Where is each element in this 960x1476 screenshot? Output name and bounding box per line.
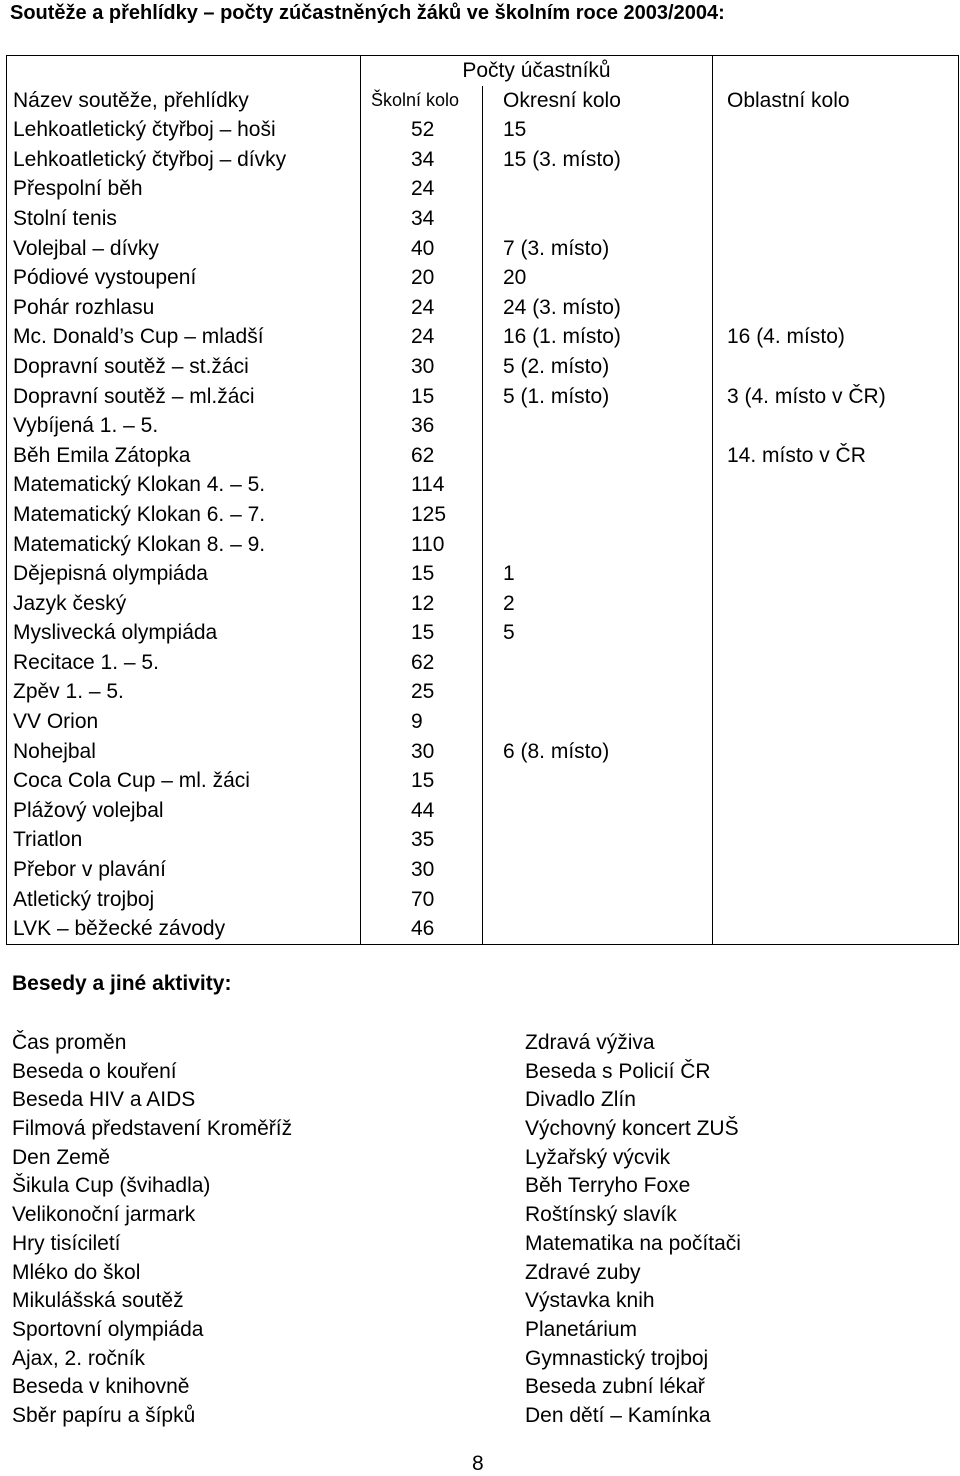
cell-name: Dopravní soutěž – ml.žáci [7, 382, 361, 412]
cell-district [483, 648, 713, 678]
table-row [7, 589, 959, 619]
table-group-header-row [7, 56, 959, 86]
cell-name: Volejbal – dívky [7, 234, 361, 264]
activity-item: Matematika na počítači [525, 1231, 741, 1255]
cell-name: Triatlon [7, 825, 361, 855]
activity-item: Beseda HIV a AIDS [12, 1088, 196, 1112]
cell-name: Přespolní běh [7, 174, 361, 204]
activity-item: Zdravá výživa [525, 1031, 655, 1054]
activity-item: Beseda s Policií ČR [525, 1059, 711, 1083]
cell-region [713, 825, 959, 855]
cell-name: Recitace 1. – 5. [7, 648, 361, 678]
cell-district: 20 [483, 263, 713, 293]
cell-district: 1 [483, 559, 713, 589]
table-row [7, 174, 959, 204]
cell-region [713, 855, 959, 885]
cell-region [713, 677, 959, 707]
activity-item: Sběr papíru a šípků [12, 1403, 196, 1427]
table-row [7, 441, 959, 471]
header-name: Název soutěže, přehlídky [7, 86, 361, 116]
header-school: Školní kolo [361, 86, 483, 116]
activity-item: Beseda o kouření [12, 1059, 177, 1083]
table-row [7, 234, 959, 264]
group-header-spacer [713, 56, 959, 86]
cell-school: 35 [361, 825, 483, 855]
activity-item: Gymnastický trojboj [525, 1346, 709, 1370]
cell-school: 34 [361, 204, 483, 234]
cell-school: 24 [361, 322, 483, 352]
cell-region [713, 411, 959, 441]
table-row [7, 530, 959, 560]
cell-name: Atletický trojboj [7, 885, 361, 915]
cell-name: Vybíjená 1. – 5. [7, 411, 361, 441]
cell-school: 15 [361, 766, 483, 796]
cell-name: Stolní tenis [7, 204, 361, 234]
table-row [7, 766, 959, 796]
table-row [7, 707, 959, 737]
table-row [7, 796, 959, 826]
cell-region [713, 115, 959, 145]
cell-school: 34 [361, 145, 483, 175]
cell-name: Matematický Klokan 4. – 5. [7, 470, 361, 500]
cell-region [713, 174, 959, 204]
activity-item: Výstavka knih [525, 1289, 655, 1313]
cell-district: 15 [483, 115, 713, 145]
cell-district: 24 (3. místo) [483, 293, 713, 323]
activity-item: Běh Terryho Foxe [525, 1174, 691, 1198]
cell-school: 46 [361, 914, 483, 944]
cell-district [483, 500, 713, 530]
cell-region [713, 559, 959, 589]
cell-district: 16 (1. místo) [483, 322, 713, 352]
cell-region: 16 (4. místo) [713, 322, 959, 352]
cell-name: Lehkoatletický čtyřboj – hoši [7, 115, 361, 145]
competitions-table [6, 55, 959, 945]
activity-item: Filmová představení Kroměříž [12, 1117, 293, 1141]
cell-region [713, 914, 959, 944]
table-row [7, 293, 959, 323]
cell-name: Běh Emila Zátopka [7, 441, 361, 471]
table-row [7, 559, 959, 589]
cell-district [483, 441, 713, 471]
activity-item: Lyžařský výcvik [525, 1145, 671, 1169]
activity-item: Beseda zubní lékař [525, 1375, 705, 1399]
cell-school: 110 [361, 530, 483, 560]
activity-item: Zdravé zuby [525, 1260, 641, 1284]
header-district: Okresní kolo [483, 86, 713, 116]
cell-school: 30 [361, 352, 483, 382]
activity-item: Ajax, 2. ročník [12, 1346, 146, 1370]
activity-item: Mikulášská soutěž [12, 1289, 184, 1313]
activity-item: Planetárium [525, 1317, 638, 1341]
cell-district: 15 (3. místo) [483, 145, 713, 175]
table-row [7, 382, 959, 412]
cell-district [483, 470, 713, 500]
cell-school: 15 [361, 382, 483, 412]
table-row [7, 322, 959, 352]
cell-region [713, 530, 959, 560]
header-region: Oblastní kolo [713, 86, 959, 116]
cell-name: Dějepisná olympiáda [7, 559, 361, 589]
cell-region: 14. místo v ČR [713, 441, 959, 471]
cell-region [713, 204, 959, 234]
table-row [7, 500, 959, 530]
cell-name: Lehkoatletický čtyřboj – dívky [7, 145, 361, 175]
cell-district: 7 (3. místo) [483, 234, 713, 264]
activities-list-left [12, 1029, 292, 1431]
cell-region [713, 470, 959, 500]
cell-school: 20 [361, 263, 483, 293]
cell-region [713, 500, 959, 530]
page-title: Soutěže a přehlídky – počty zúčastněných žáků ve školním roce 2003/2004: [10, 2, 725, 24]
activity-item: Roštínský slavík [525, 1203, 677, 1227]
cell-region [713, 293, 959, 323]
table-row [7, 352, 959, 382]
table-row [7, 885, 959, 915]
cell-name: Pódiové vystoupení [7, 263, 361, 293]
activity-item: Sportovní olympiáda [12, 1317, 204, 1341]
cell-district [483, 174, 713, 204]
cell-district [483, 914, 713, 944]
cell-school: 30 [361, 737, 483, 767]
table-row [7, 737, 959, 767]
table-row [7, 411, 959, 441]
activities-list-right [525, 1029, 741, 1431]
cell-name: Coca Cola Cup – ml. žáci [7, 766, 361, 796]
cell-district [483, 825, 713, 855]
cell-region [713, 589, 959, 619]
cell-district [483, 677, 713, 707]
activity-item: Šikula Cup (švihadla) [12, 1174, 211, 1198]
cell-district [483, 796, 713, 826]
cell-region [713, 618, 959, 648]
cell-school: 40 [361, 234, 483, 264]
activity-item: Výchovný koncert ZUŠ [525, 1117, 739, 1141]
cell-region [713, 263, 959, 293]
cell-region [713, 766, 959, 796]
table-row [7, 648, 959, 678]
table-row [7, 115, 959, 145]
table-row [7, 204, 959, 234]
table-row [7, 470, 959, 500]
cell-district [483, 766, 713, 796]
cell-district [483, 530, 713, 560]
activity-item: Beseda v knihovně [12, 1375, 190, 1399]
table-row [7, 677, 959, 707]
cell-district [483, 885, 713, 915]
cell-school: 12 [361, 589, 483, 619]
activity-item: Divadlo Zlín [525, 1088, 636, 1112]
cell-name: LVK – běžecké závody [7, 914, 361, 944]
cell-name: Myslivecká olympiáda [7, 618, 361, 648]
cell-school: 15 [361, 618, 483, 648]
cell-school: 24 [361, 174, 483, 204]
table-row [7, 825, 959, 855]
cell-school: 62 [361, 648, 483, 678]
cell-district [483, 204, 713, 234]
cell-name: Pohár rozhlasu [7, 293, 361, 323]
group-header: Počty účastníků [361, 56, 713, 86]
activities-heading: Besedy a jiné aktivity: [12, 972, 232, 995]
cell-name: Přebor v plavání [7, 855, 361, 885]
cell-school: 24 [361, 293, 483, 323]
cell-district: 2 [483, 589, 713, 619]
cell-school: 62 [361, 441, 483, 471]
cell-region [713, 885, 959, 915]
cell-name: Zpěv 1. – 5. [7, 677, 361, 707]
cell-region [713, 145, 959, 175]
cell-school: 125 [361, 500, 483, 530]
cell-region [713, 648, 959, 678]
cell-school: 36 [361, 411, 483, 441]
cell-region [713, 707, 959, 737]
page-number: 8 [472, 1452, 484, 1475]
group-header-spacer [7, 56, 361, 86]
cell-region [713, 796, 959, 826]
cell-school: 25 [361, 677, 483, 707]
table-row [7, 914, 959, 944]
cell-district: 5 (2. místo) [483, 352, 713, 382]
cell-district: 6 (8. místo) [483, 737, 713, 767]
cell-name: VV Orion [7, 707, 361, 737]
cell-name: Jazyk český [7, 589, 361, 619]
cell-district [483, 707, 713, 737]
cell-school: 30 [361, 855, 483, 885]
cell-school: 9 [361, 707, 483, 737]
cell-name: Mc. Donald’s Cup – mladší [7, 322, 361, 352]
table-row [7, 618, 959, 648]
table-header-row [7, 86, 959, 116]
activity-item: Hry tisíciletí [12, 1231, 121, 1255]
cell-name: Plážový volejbal [7, 796, 361, 826]
activity-item: Den dětí – Kamínka [525, 1403, 711, 1427]
activity-item: Mléko do škol [12, 1260, 141, 1284]
cell-school: 114 [361, 470, 483, 500]
cell-school: 44 [361, 796, 483, 826]
cell-name: Matematický Klokan 6. – 7. [7, 500, 361, 530]
cell-region: 3 (4. místo v ČR) [713, 382, 959, 412]
activity-item: Den Země [12, 1145, 111, 1169]
table-row [7, 145, 959, 175]
activity-item: Velikonoční jarmark [12, 1203, 196, 1227]
cell-name: Dopravní soutěž – st.žáci [7, 352, 361, 382]
cell-region [713, 352, 959, 382]
activity-item: Čas proměn [12, 1031, 127, 1054]
cell-region [713, 737, 959, 767]
cell-district [483, 855, 713, 885]
cell-school: 15 [361, 559, 483, 589]
table-row [7, 263, 959, 293]
table-row [7, 855, 959, 885]
cell-district: 5 [483, 618, 713, 648]
cell-district: 5 (1. místo) [483, 382, 713, 412]
cell-school: 52 [361, 115, 483, 145]
cell-name: Matematický Klokan 8. – 9. [7, 530, 361, 560]
cell-name: Nohejbal [7, 737, 361, 767]
cell-school: 70 [361, 885, 483, 915]
cell-region [713, 234, 959, 264]
cell-district [483, 411, 713, 441]
